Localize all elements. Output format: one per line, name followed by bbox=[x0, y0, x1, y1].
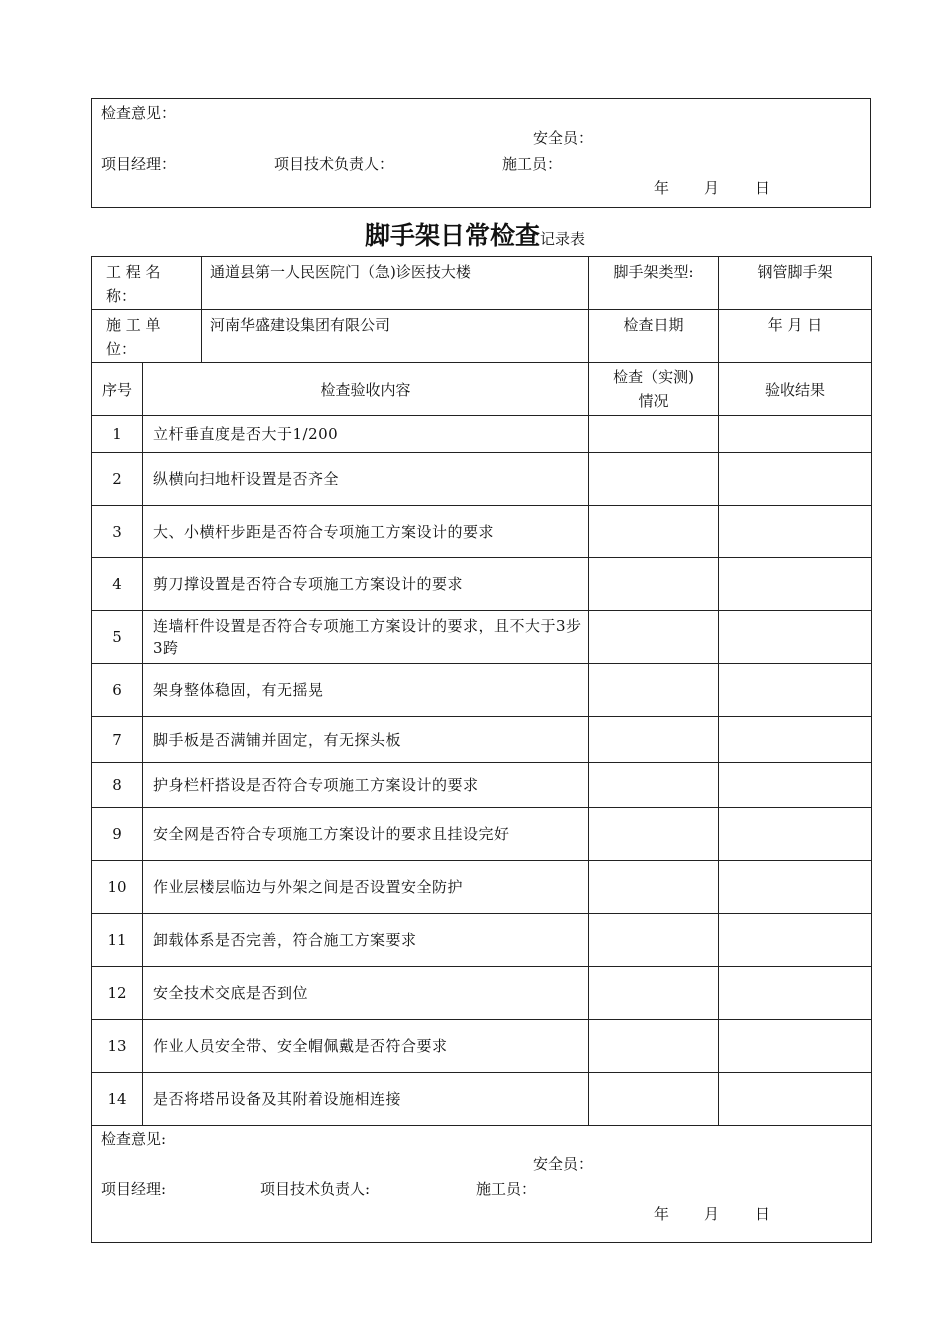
result-cell[interactable] bbox=[719, 558, 872, 611]
top-tech-lead-label: 项目技术负责人： bbox=[274, 155, 395, 173]
project-name-label: 工 程 名 称： bbox=[106, 263, 161, 305]
date-value: 年 月 日 bbox=[719, 310, 872, 363]
row-content: 护身栏杆搭设是否符合专项施工方案设计的要求 bbox=[143, 763, 589, 808]
project-name-label-cell bbox=[92, 257, 202, 310]
check-cell[interactable] bbox=[589, 453, 719, 506]
result-cell[interactable] bbox=[719, 861, 872, 914]
bottom-project-manager-label: 项目经理: bbox=[101, 1180, 167, 1198]
result-cell[interactable] bbox=[719, 611, 872, 664]
table-row bbox=[92, 664, 872, 717]
header-content: 检查验收内容 bbox=[143, 363, 589, 416]
table-row bbox=[92, 611, 872, 664]
check-cell[interactable] bbox=[589, 506, 719, 558]
scaffold-type-value: 钢管脚手架 bbox=[719, 257, 872, 310]
row-content: 纵横向扫地杆设置是否齐全 bbox=[143, 453, 589, 506]
inspection-table bbox=[91, 256, 872, 1243]
row-number: 11 bbox=[92, 914, 143, 967]
unit-label: 施 工 单 位： bbox=[106, 316, 161, 358]
check-cell[interactable] bbox=[589, 861, 719, 914]
row-content: 作业人员安全带、安全帽佩戴是否符合要求 bbox=[143, 1020, 589, 1073]
check-cell[interactable] bbox=[589, 1020, 719, 1073]
result-cell[interactable] bbox=[719, 1073, 872, 1126]
project-name-value: 通道县第一人民医院门（急)诊医技大楼 bbox=[202, 257, 589, 310]
result-cell[interactable] bbox=[719, 664, 872, 717]
header-check-line2: 情况 bbox=[638, 392, 669, 410]
table-row bbox=[92, 453, 872, 506]
row-content: 架身整体稳固，有无摇晃 bbox=[143, 664, 589, 717]
row-number: 9 bbox=[92, 808, 143, 861]
row-number: 1 bbox=[92, 416, 143, 453]
bottom-signature-cell bbox=[92, 1126, 872, 1243]
bottom-year: 年 bbox=[654, 1205, 670, 1223]
top-project-manager-label: 项目经理： bbox=[101, 155, 177, 173]
bottom-tech-lead-label: 项目技术负责人: bbox=[260, 1180, 371, 1198]
check-cell[interactable] bbox=[589, 558, 719, 611]
row-number: 14 bbox=[92, 1073, 143, 1126]
result-cell[interactable] bbox=[719, 453, 872, 506]
row-content: 是否将塔吊设备及其附着设施相连接 bbox=[143, 1073, 589, 1126]
row-content: 立杆垂直度是否大于1/200 bbox=[143, 416, 589, 453]
table-row bbox=[92, 416, 872, 453]
header-row bbox=[92, 363, 872, 416]
check-cell[interactable] bbox=[589, 611, 719, 664]
top-day: 日 bbox=[755, 179, 771, 197]
top-safety-officer-label: 安全员： bbox=[533, 129, 594, 147]
table-row bbox=[92, 861, 872, 914]
result-cell[interactable] bbox=[719, 717, 872, 763]
table-row bbox=[92, 506, 872, 558]
check-cell[interactable] bbox=[589, 914, 719, 967]
top-opinion-label: 检查意见： bbox=[101, 104, 177, 122]
bottom-day: 日 bbox=[755, 1205, 771, 1223]
result-cell[interactable] bbox=[719, 914, 872, 967]
top-constructor-label: 施工员： bbox=[502, 155, 563, 173]
bottom-constructor-label: 施工员： bbox=[476, 1180, 537, 1198]
check-cell[interactable] bbox=[589, 664, 719, 717]
row-content: 卸载体系是否完善，符合施工方案要求 bbox=[143, 914, 589, 967]
project-name-row bbox=[92, 257, 872, 310]
date-label: 检查日期 bbox=[589, 310, 719, 363]
row-number: 13 bbox=[92, 1020, 143, 1073]
scaffold-type-label: 脚手架类型: bbox=[589, 257, 719, 310]
bottom-month: 月 bbox=[704, 1205, 720, 1223]
row-content: 大、小横杆步距是否符合专项施工方案设计的要求 bbox=[143, 506, 589, 558]
row-number: 4 bbox=[92, 558, 143, 611]
row-content: 安全技术交底是否到位 bbox=[143, 967, 589, 1020]
row-number: 12 bbox=[92, 967, 143, 1020]
result-cell[interactable] bbox=[719, 416, 872, 453]
title-main: 脚手架日常检查 bbox=[364, 221, 540, 250]
header-check bbox=[589, 363, 719, 416]
check-cell[interactable] bbox=[589, 808, 719, 861]
result-cell[interactable] bbox=[719, 763, 872, 808]
top-year: 年 bbox=[654, 179, 670, 197]
table-row bbox=[92, 914, 872, 967]
row-content: 作业层楼层临边与外架之间是否设置安全防护 bbox=[143, 861, 589, 914]
row-number: 2 bbox=[92, 453, 143, 506]
row-content: 安全网是否符合专项施工方案设计的要求且挂设完好 bbox=[143, 808, 589, 861]
table-row bbox=[92, 763, 872, 808]
row-number: 7 bbox=[92, 717, 143, 763]
header-seq: 序号 bbox=[92, 363, 143, 416]
unit-label-cell bbox=[92, 310, 202, 363]
row-content: 剪刀撑设置是否符合专项施工方案设计的要求 bbox=[143, 558, 589, 611]
title-suffix: 记录表 bbox=[540, 230, 586, 248]
row-number: 8 bbox=[92, 763, 143, 808]
table-row bbox=[92, 808, 872, 861]
table-row bbox=[92, 967, 872, 1020]
row-content: 连墙杆件设置是否符合专项施工方案设计的要求，且不大于3步3跨 bbox=[143, 611, 589, 664]
table-row bbox=[92, 1020, 872, 1073]
result-cell[interactable] bbox=[719, 1020, 872, 1073]
bottom-safety-officer-label: 安全员： bbox=[533, 1155, 594, 1173]
bottom-opinion-label: 检查意见: bbox=[101, 1130, 167, 1148]
table-row bbox=[92, 1073, 872, 1126]
unit-value: 河南华盛建设集团有限公司 bbox=[202, 310, 589, 363]
check-cell[interactable] bbox=[589, 763, 719, 808]
row-number: 10 bbox=[92, 861, 143, 914]
row-number: 3 bbox=[92, 506, 143, 558]
row-content: 脚手板是否满铺并固定，有无探头板 bbox=[143, 717, 589, 763]
top-signature-box bbox=[91, 98, 871, 208]
check-cell[interactable] bbox=[589, 717, 719, 763]
result-cell[interactable] bbox=[719, 967, 872, 1020]
result-cell[interactable] bbox=[719, 506, 872, 558]
row-number: 6 bbox=[92, 664, 143, 717]
top-month: 月 bbox=[704, 179, 720, 197]
page-title bbox=[0, 216, 950, 252]
check-cell[interactable] bbox=[589, 1073, 719, 1126]
unit-row bbox=[92, 310, 872, 363]
header-check-line1: 检查（实测) bbox=[613, 368, 694, 386]
table-row bbox=[92, 558, 872, 611]
table-row bbox=[92, 717, 872, 763]
row-number: 5 bbox=[92, 611, 143, 664]
header-result: 验收结果 bbox=[719, 363, 872, 416]
bottom-signature-row bbox=[92, 1126, 872, 1243]
result-cell[interactable] bbox=[719, 808, 872, 861]
check-cell[interactable] bbox=[589, 416, 719, 453]
check-cell[interactable] bbox=[589, 967, 719, 1020]
